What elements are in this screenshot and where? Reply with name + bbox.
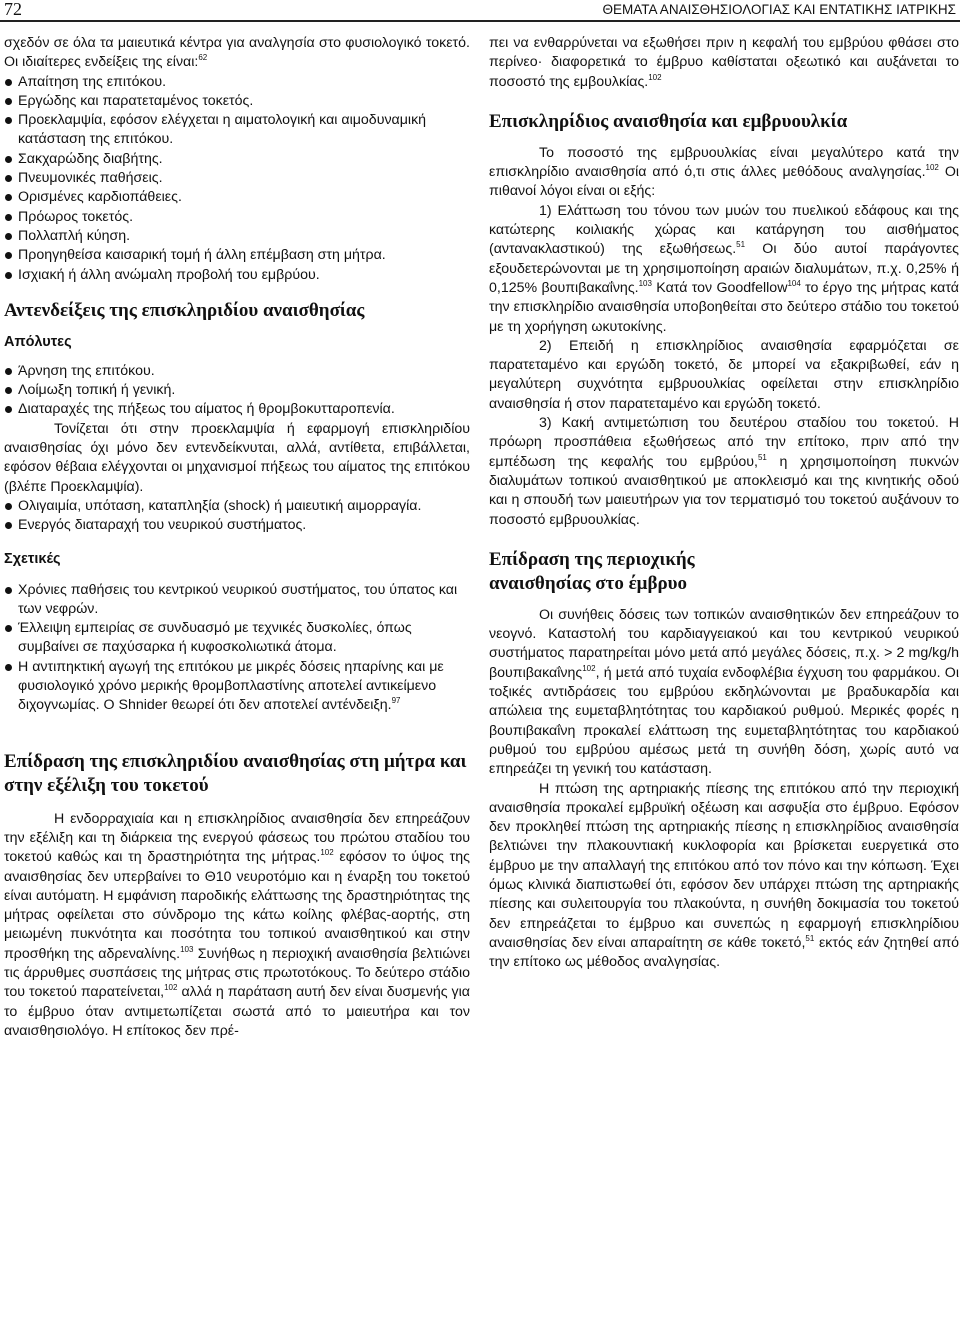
list-item: Άρνηση της επιτόκου. <box>4 362 470 381</box>
section-heading-vacuum: Επισκληρίδιος αναισθησία και εμβρυουλκία <box>489 110 848 132</box>
absolute-list-continued <box>4 497 470 536</box>
citation: 102 <box>582 663 596 673</box>
citation: 51 <box>736 240 746 250</box>
list-item: Διαταραχές της πήξεως του αίματος ή θρομβοκυτταροπενία. <box>4 400 470 419</box>
list-item: Προεκλαμψία, εφόσον ελέγχεται η αιματολογική και αιμοδυναμική κατάσταση της επιτόκου. <box>4 111 470 150</box>
citation: 102 <box>648 72 662 82</box>
citation: 102 <box>320 848 334 858</box>
section-heading-fetus-effect: Επίδραση της περιοχικής αναισθησίας στο έμβρυο <box>489 548 695 594</box>
right-column <box>489 34 959 972</box>
citation: 103 <box>638 278 652 288</box>
page-number: 72 <box>4 0 22 19</box>
citation: 51 <box>757 452 767 462</box>
vacuum-paragraph-4: 3) Κακή αντιμετώπιση του δευτέρου σταδίου του τοκετού. Η πρόωρη προσπάθεια εξωθήσεως από την επίτοκο, πριν από την εμπέδωση της κεφαλής του εμβρύου,$^{51}$ η χρησιμοποίηση πυκνών διαλυμάτων τοπικού αναισθητικού με αποκλεισμό και της κινητικής οδού και η σπουδή των μαιευτήρων για τον τερματισμό του τοκετού αυξάνουν το ποσοστό εμβρυουλκίας. <box>489 415 960 528</box>
subheading-relative: Σχετικές <box>4 550 61 567</box>
list-item: Ενεργός διαταραχή του νευρικού συστήματος. <box>4 516 470 535</box>
fetus-paragraph-1: Οι συνήθεις δόσεις των τοπικών αναισθητικών δεν επηρεάζουν το νεογνό. Καταστολή του καρδιαγγειακού και του κεντρικού νευρικού συστήματος παρατηρείται μόνο μετά από μεγάλες δόσεις, π.χ. > 2 mg/kg/h βουπιβακαΐνης$^{102}$, ή μετά από τυχαία ενδοφλέβια έγχυση του φαρμάκου. Οι τοξικές αντιδράσεις του εμβρύου εκδηλώνονται με βραδυκαρδία και απώλεια της ευμεταβλητότητας του καρδιακού ρυθμού. Μερικές φορές η βουπιβακαΐνη προκαλεί ελάττωση της ευμεταβλητότητας του καρδιακού ρυθμού του εμβρύου αμέσως μετά τη συνήθη δόση, χωρίς αυτό να επηρεάζει τη γενική του κατάσταση. <box>489 606 959 778</box>
absolute-note: Τονίζεται ότι στην προεκλαμψία ή εφαρμογή επισκληριδίου αναισθησίας όχι μόνο δεν εντενδείκνυται, αλλά, αντίθετα, επιβάλλεται, εφόσον θέβαια ελέγχονται οι μηχανισμοί πήξεως του αίματος της επιτόκου (βλέπε Προεκλαμψία). <box>4 420 470 495</box>
subheading-absolute: Απόλυτες <box>4 333 72 350</box>
relative-list <box>4 581 470 716</box>
list-item: Χρόνιες παθήσεις του κεντρικού νευρικού συστήματος, του ύπατος και των νεφρών. <box>4 581 470 620</box>
list-item: Ολιγαιμία, υπόταση, καταπληξία (shock) ή μαιευτική αιμορραγία. <box>4 497 470 516</box>
citation: 102 <box>925 163 939 173</box>
list-item: Ορισμένες καρδιοπάθειες. <box>4 188 470 207</box>
list-item: Πρόωρος τοκετός. <box>4 208 470 227</box>
continued-paragraph: πει να ενθαρρύνεται να εξωθήσει πριν η κεφαλή του εμβρύου φθάσει στο περίνεο· διαφορετικά το έμβρυο καθίσταται οξεωτικό και αυξάνεται το ποσοστό της εμβουλκίας.$^{102}$ <box>489 35 959 90</box>
fetus-paragraph-2: Η πτώση της αρτηριακής πίεσης της επιτόκου από την περιοχική αναισθησία προκαλεί εμβρυϊκή οξέωση και ασφυξία στο έμβρυο. Εφόσον δεν προκληθεί πτώση της αρτηριακής πίεσης η επισκληρίδιος αναισθησία βελτιώνει την πλακουντιακή κυκλοφορία και βρίσκεται ευεργετικά στο έμβρυο με την απαλλαγή της επιτόκου από τον πόνο και την κόπωση. Έχει όμως κλινικά διαπιστωθεί ότι, εφόσον δεν υπάρχει πτώση της αρτηριακής πίεσης και συλειτουργία του πλακούντα, η συνήθη δοκιμασία του τοκετού δεν επηρεάζεται το έμβρυο και συνεπώς η εφαρμογή επισκληρίδιου αναισθησίας δεν είναι απαραίτητη σε κάθε τοκετό,$^{51}$ εκτός εάν ζητηθεί από την επίτοκο ως μέθοδος αναλγησίας. <box>489 780 959 971</box>
citation: 51 <box>805 933 815 943</box>
list-item: Εργώδης και παρατεταμένος τοκετός. <box>4 92 470 111</box>
citation: 97 <box>391 696 401 706</box>
vacuum-paragraph-1: Το ποσοστό της εμβρυουλκίας είναι μεγαλύτερο κατά την επισκληρίδιο αναισθησία από ό,τι στις άλλες μεθόδους αναλγησίας.$^{102}$ Οι πιθανοί λόγοι είναι οι εξής: <box>489 144 960 200</box>
vacuum-paragraph-3: 2) Επειδή η επισκληρίδιος αναισθησία εφαρμόζεται σε παρατεταμένο και εργώδη τοκετό, δε μπορεί να εξακριβωθεί, εάν η μεγαλύτερη συχνότητα εμβρυουλκίας οφείλεται στην επισκληρίδιο αναισθησία ή στον παρατεταμένο και εργώδη τοκετό. <box>489 337 959 412</box>
section-heading-contraindications: Αντενδείξεις της επισκληριδίου αναισθησίας <box>4 299 365 321</box>
list-item: Η αντιπηκτική αγωγή της επιτόκου με μικρές δόσεις ηπαρίνης και με φυσιολογικό χρόνο μερικής θρομβοπλαστίνης αποτελεί αντικείμενο διχογνωμίας. Ο Shnider θεωρεί ότι δεν αποτελεί αντένδειξη.$^{97}$ <box>4 658 470 716</box>
list-item: Σακχαρώδης διαβήτης. <box>4 150 470 169</box>
citation: 62 <box>198 53 208 63</box>
running-title: ΘΕΜΑΤΑ ΑΝΑΙΣΘΗΣΙΟΛΟΓΙΑΣ ΚΑΙ ΕΝΤΑΤΙΚΗΣ ΙΑΤΡΙΚΗΣ <box>602 2 956 17</box>
list-item: Λοίμωξη τοπική ή γενική. <box>4 381 470 400</box>
list-item: Πνευμονικές παθήσεις. <box>4 169 470 188</box>
absolute-list <box>4 362 470 420</box>
citation: 104 <box>787 278 801 288</box>
citation: 103 <box>180 944 194 954</box>
list-item: Πολλαπλή κύηση. <box>4 227 470 246</box>
effect-paragraph: Η ενδορραχιαία και η επισκληρίδιος αναισθησία δεν επηρεάζουν την εξέλιξη και τη διάρκεια της ενεργού φάσεως του πρώτου σταδίου του τοκετού καθώς και τη δραστηριότητα της μήτρας.$^{102}$ εφόσον το ύψος της αναισθησίας δεν υπερβαίνει το Θ10 νευροτόμιο και η έναρξη του τοκετού είναι αυτόματη. Η εμφάνιση παροδικής ελάττωσης της δραστηριότητας της μήτρας οφείλεται στο σύνδρομο της κάτω κοίλης φλέβας-αορτής, στη μειωμένη πυκνότητα και ποσότητα του τοπικού αναισθητικού και στην προσθήκη της αδρεναλίνης.$^{103}$ Συνήθως η περιοχική αναισθησία βελτιώνει τις άρρυθμες συσπάσεις της μήτρας στις πρωτοτόκους. Το δεύτερο στάδιο του τοκετού παρατείνεται,$^{102}$ αλλά η παράταση αυτή δεν είναι δυσμενής για το έμβρυο όταν αντιμετωπίζεται σωστά από το μαιευτήρα και τον αναισθησιολόγο. Η επίτοκος δεν πρέ- <box>4 810 470 1039</box>
intro-paragraph: σχεδόν σε όλα τα μαιευτικά κέντρα για αναλγησία στο φυσιολογικό τοκετό. Οι ιδιαίτερες ενδείξεις της είναι:$^{62}$ <box>4 35 470 71</box>
left-column <box>4 34 470 1041</box>
indications-list <box>4 73 470 285</box>
section-heading-uterus-effect: Επίδραση της επισκληριδίου αναισθησίας στη μήτρα και στην εξέλιξη του τοκετού <box>4 750 467 796</box>
page-header <box>0 0 960 22</box>
citation: 102 <box>164 983 178 993</box>
vacuum-paragraph-2: 1) Ελάττωση του τόνου των μυών του πυελικού εδάφους και της κατώτερης κοιλιακής χώρας και κατάργηση του αισθήματος (αντανακλαστικού) της εξωθήσεως.$^{51}$ Οι δύο αυτοί παράγοντες εξουδετερώνονται με τη χρησιμοποίηση αραιών διαλυμάτων, π.χ. 0,25% ή 0,125% βουπιβακαΐνης.$^{103}$ Κατά τον Goodfellow$^{104}$ το έργο της μήτρας κατά την επισκληρίδιο αναισθησία υποβοηθείται στο δεύτερο στάδιο του τοκετού με τη χορήγηση ωκυτοκίνης. <box>489 202 959 335</box>
list-item: Προηγηθείσα καισαρική τομή ή άλλη επέμβαση στη μήτρα. <box>4 246 470 265</box>
list-item: Ισχιακή ή άλλη ανώμαλη προβολή του εμβρύου. <box>4 266 470 285</box>
list-item: Έλλειψη εμπειρίας σε συνδυασμό με τεχνικές δυσκολίες, όπως συμβαίνει σε παχύσαρκα ή κυφοσκολιωτικά άτομα. <box>4 619 470 658</box>
list-item: Απαίτηση της επιτόκου. <box>4 73 470 92</box>
